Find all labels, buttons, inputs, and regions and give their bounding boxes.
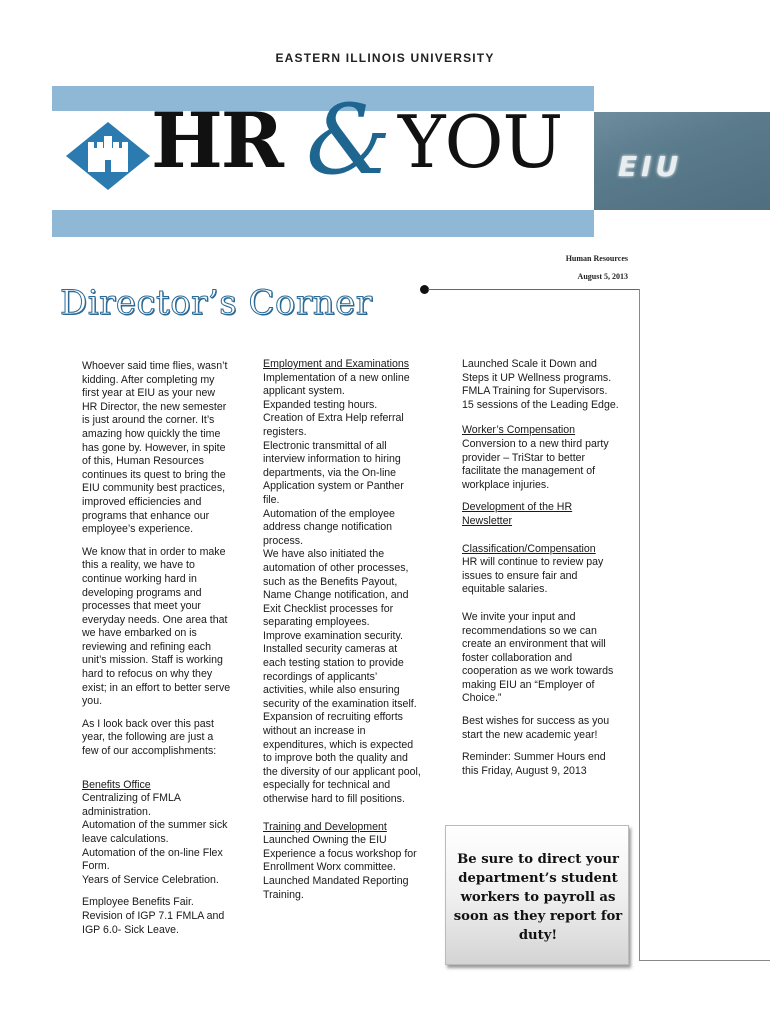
paragraph: Conversion to a new third party provider – TriStar to better facilitate the management of workplace injuries. bbox=[462, 437, 609, 491]
callout-text: Be sure to direct your department’s student workers to payroll as soon as they report for duty! bbox=[453, 852, 623, 943]
list-item: Creation of Extra Help referral registers. bbox=[263, 412, 404, 438]
paragraph: Launched Scale it Down and Steps it UP Wellness programs. FMLA Training for Supervisors. 15 sessions of the Leading Edge. bbox=[462, 358, 619, 411]
paragraph: Whoever said time flies, wasn’t kidding. After completing my first year at EIU as your new HR Director, the new semester is just around the corner. It’s amazing how quickly the time has gone by. However, in spite of this, Human Resources continues its quest to bring the EIU community best practices, improved efficiencies and programs that enhance our employee’s experience. bbox=[82, 360, 228, 536]
paragraph: We know that in order to make this a reality, we have to continue working hard in developing programs and processes that meet your everyday needs. One area that we have embarked on is reviewing and refining each unit’s mission. Staff is working hard to refocus on why they exist; in an effort to better serve you. bbox=[82, 545, 231, 708]
list-item: Launched Owning the EIU Experience a focus workshop for Enrollment Worx committee. bbox=[263, 834, 417, 874]
column-1 bbox=[82, 360, 232, 946]
list-item: Expanded testing hours. bbox=[263, 398, 378, 411]
list-item: Automation of the on-line Flex Form. bbox=[82, 846, 223, 873]
masthead-hr: HR bbox=[151, 96, 282, 185]
list-item: Implementation of a new online applicant system. bbox=[263, 371, 410, 398]
paragraph: Best wishes for success as you start the new academic year! bbox=[462, 715, 610, 741]
workers-comp-heading: Worker’s Compensation bbox=[462, 424, 576, 437]
list-item: Years of Service Celebration. bbox=[82, 873, 219, 886]
masthead-photo bbox=[594, 112, 770, 210]
divider-line-top bbox=[428, 289, 640, 290]
list-item: Launched Mandated Reporting Training. bbox=[263, 874, 409, 901]
column-3 bbox=[462, 358, 622, 787]
eiu-castle-arrow-icon bbox=[66, 122, 150, 190]
divider-line-right bbox=[639, 289, 640, 961]
column-2 bbox=[263, 358, 423, 902]
callout-box bbox=[445, 825, 629, 965]
paragraph: We invite your input and recommendations so we can create an environment that will foster collaboration and cooperation as we work towards making EIU an “Employer of Choice.” bbox=[462, 610, 614, 705]
list-item: Centralizing of FMLA administration. bbox=[82, 792, 181, 818]
issue-date: August 5, 2013 bbox=[577, 272, 628, 281]
masthead-band-bottom bbox=[52, 210, 594, 237]
list-item: We have also initiated the automation of other processes, such as the Benefits Payout, Name Change notification, and Exit Checklist processes for separating employees. bbox=[263, 548, 409, 629]
list-item: Electronic transmittal of all interview information to hiring departments, via the On-line Application system or Panther file. bbox=[263, 439, 404, 506]
list-item: Improve examination security. Installed security cameras at each testing station to provide recordings of applicants’ activities, while also ensuring security of the examination itself. bbox=[263, 629, 417, 710]
paragraph: As I look back over this past year, the following are just a few of our accomplishments: bbox=[82, 717, 217, 758]
masthead-you: YOU bbox=[398, 100, 563, 184]
department-label: Human Resources bbox=[565, 254, 628, 263]
photo-caption: EIU bbox=[618, 150, 683, 183]
masthead-ampersand: & bbox=[306, 84, 392, 196]
paragraph: Employee Benefits Fair. Revision of IGP 7.1 FMLA and IGP 6.0- Sick Leave. bbox=[82, 896, 225, 936]
list-item: Automation of the employee address change notification process. bbox=[263, 507, 395, 547]
list-item: Expansion of recruiting efforts without an increase in expenditures, which is expected to improve both the quality and the diversity of our applicant pool, especially for technical and otherwise hard to fill positions. bbox=[263, 711, 421, 805]
training-heading: Training and Development bbox=[263, 820, 387, 833]
benefits-heading: Benefits Office bbox=[82, 778, 151, 791]
classification-heading: Classification/Compensation bbox=[462, 542, 596, 555]
newsletter-heading: Development of the HR Newsletter bbox=[462, 501, 573, 527]
paragraph: HR will continue to review pay issues to ensure fair and equitable salaries. bbox=[462, 556, 604, 596]
list-item: Automation of the summer sick leave calculations. bbox=[82, 819, 228, 845]
section-title: Director’s Corner bbox=[60, 283, 373, 323]
reminder: Reminder: Summer Hours end this Friday, August 9, 2013 bbox=[462, 751, 606, 777]
employment-heading: Employment and Examinations bbox=[263, 358, 410, 370]
divider-line-bottom bbox=[639, 960, 770, 961]
university-name: EASTERN ILLINOIS UNIVERSITY bbox=[275, 51, 495, 65]
